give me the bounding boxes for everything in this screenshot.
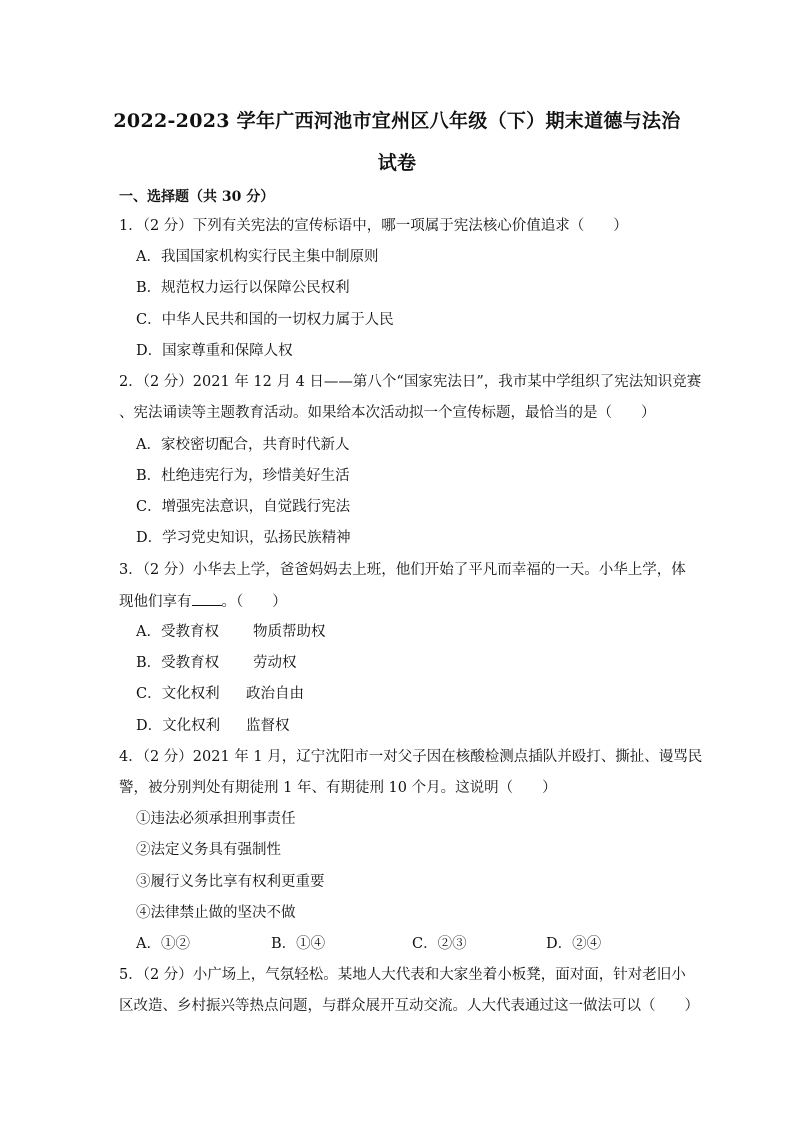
- question-3-option-d-first: D．文化权利: [136, 718, 221, 734]
- question-3-stem-post: 。（ ）: [221, 594, 287, 610]
- question-4-statement-1: ①违法必须承担刑事责任: [136, 811, 296, 827]
- question-1-option-b: B．规范权力运行以保障公民权利: [136, 280, 350, 296]
- question-2-stem-line1: 2．（2 分）2021 年 12 月 4 日——第八个“国家宪法日”，我市某中学组织了宪法知识竞赛: [119, 374, 702, 390]
- section-heading: 一、选择题（共 30 分）: [119, 189, 275, 205]
- question-1-option-d: D．国家尊重和保障人权: [136, 343, 293, 359]
- question-4-option-a: A．①②: [136, 936, 190, 952]
- question-1-stem: 1．（2 分）下列有关宪法的宣传标语中，哪一项属于宪法核心价值追求（ ）: [119, 218, 628, 234]
- question-1-option-c: C．中华人民共和国的一切权力属于人民: [136, 312, 394, 328]
- question-3-option-b-first: B．受教育权: [136, 655, 220, 671]
- question-3-option-a-second: 物质帮助权: [253, 624, 326, 640]
- question-4-stem-line1: 4．（2 分）2021 年 1 月，辽宁沈阳市一对父子因在核酸检测点插队并殴打、撕扯、谩骂民: [119, 749, 703, 765]
- question-3-option-b-second: 劳动权: [253, 655, 297, 671]
- exam-title-line2: 试卷: [377, 152, 417, 174]
- question-3-stem-line1: 3．（2 分）小华去上学，爸爸妈妈去上班，他们开始了平凡而幸福的一天。小华上学，体: [119, 562, 686, 578]
- question-4-stem-line2: 警，被分别判处有期徒刑 1 年、有期徒刑 10 个月。这说明（ ）: [119, 780, 557, 796]
- question-5-stem-line2: 区改造、乡村振兴等热点问题，与群众展开互动交流。人大代表通过这一做法可以（ ）: [119, 998, 699, 1014]
- question-4-option-d: D．②④: [546, 936, 602, 952]
- question-3-option-d-second: 监督权: [246, 718, 290, 734]
- question-2-option-b: B．杜绝违宪行为，珍惜美好生活: [136, 468, 350, 484]
- question-3-stem-line2: [119, 591, 287, 612]
- question-3-option-c-second: 政治自由: [246, 686, 304, 702]
- question-5-stem-line1: 5．（2 分）小广场上，气氛轻松。某地人大代表和大家坐着小板凳，面对面，针对老旧小: [119, 967, 686, 983]
- question-4-option-c: C．②③: [412, 936, 467, 952]
- question-3-stem-pre: 现他们享有: [119, 594, 192, 610]
- question-4-statement-4: ④法律禁止做的坚决不做: [136, 905, 296, 921]
- question-4-statement-3: ③履行义务比享有权利更重要: [136, 874, 325, 890]
- question-1-option-a: A．我国国家机构实行民主集中制原则: [136, 249, 379, 265]
- question-3-option-a-first: A．受教育权: [136, 624, 219, 640]
- question-4-statement-2: ②法定义务具有强制性: [136, 842, 281, 858]
- answer-blank: [192, 591, 222, 606]
- question-2-option-a: A．家校密切配合，共育时代新人: [136, 437, 350, 453]
- question-2-option-d: D．学习党史知识，弘扬民族精神: [136, 530, 351, 546]
- exam-title-line1: 2022-2023 学年广西河池市宜州区八年级（下）期末道德与法治: [113, 110, 681, 132]
- question-2-option-c: C．增强宪法意识，自觉践行宪法: [136, 499, 351, 515]
- question-3-option-c-first: C．文化权利: [136, 686, 220, 702]
- question-4-option-b: B．①④: [271, 936, 326, 952]
- question-2-stem-line2: 、宪法诵读等主题教育活动。如果给本次活动拟一个宣传标题，最恰当的是（ ）: [119, 405, 656, 421]
